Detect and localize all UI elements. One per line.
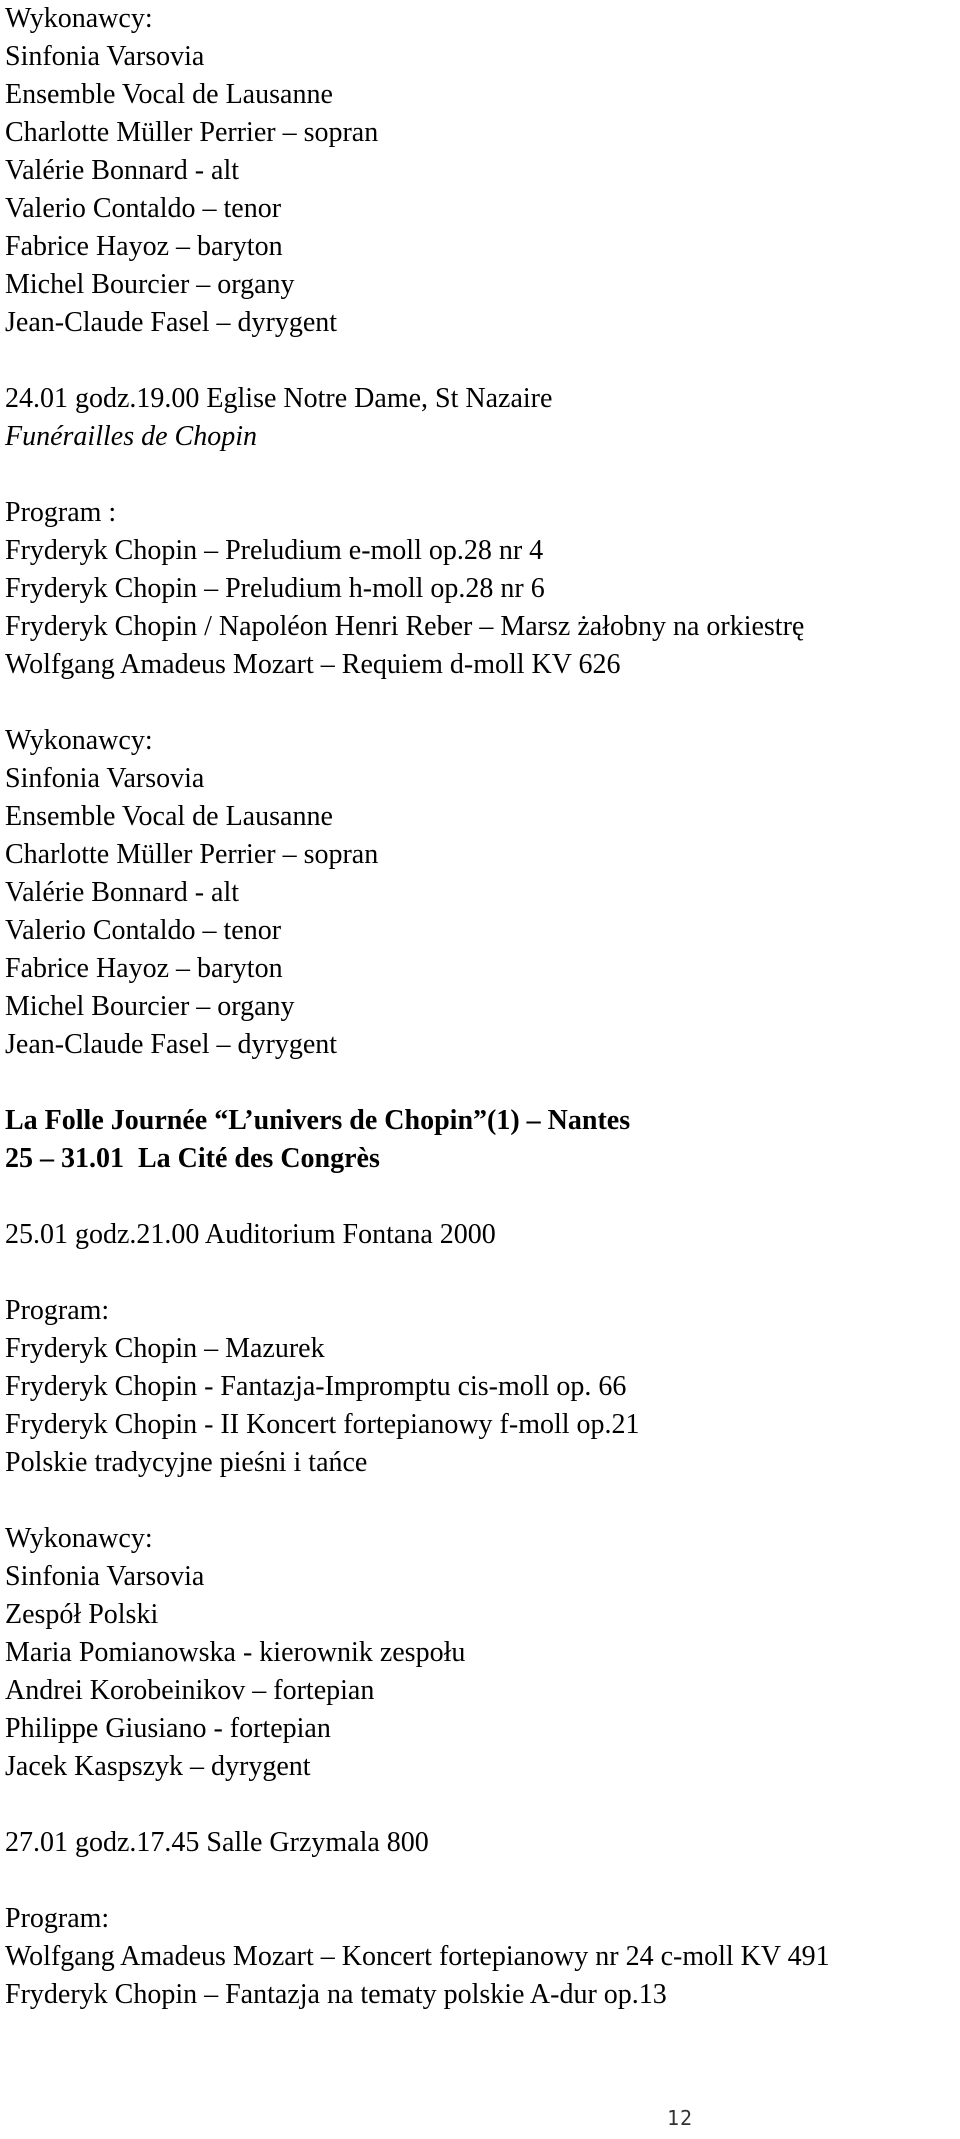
- event-title: Funérailles de Chopin: [5, 421, 257, 452]
- festival-heading: [5, 1102, 955, 1178]
- event-grzymala: [5, 1824, 955, 2014]
- performer-line: Maria Pomianowska - kierownik zespołu: [5, 1637, 466, 1668]
- event-date-place: 24.01 godz.19.00 Eglise Notre Dame, St Nazaire: [5, 383, 553, 414]
- program-item: Fryderyk Chopin - II Koncert fortepianowy f-moll op.21: [5, 1409, 640, 1440]
- performer-line: Michel Bourcier – organy: [5, 269, 295, 300]
- performer-line: Philippe Giusiano - fortepian: [5, 1713, 331, 1744]
- performer-line: Sinfonia Varsovia: [5, 41, 205, 72]
- performer-line: Valérie Bonnard - alt: [5, 877, 240, 908]
- program-heading: Program:: [5, 1903, 110, 1934]
- performer-line: Sinfonia Varsovia: [5, 763, 205, 794]
- program-heading: Program :: [5, 497, 117, 528]
- spacer: [5, 456, 955, 494]
- program-item: Fryderyk Chopin - Fantazja-Impromptu cis-moll op. 66: [5, 1371, 627, 1402]
- program-item: Fryderyk Chopin – Fantazja na tematy polskie A-dur op.13: [5, 1979, 667, 2010]
- program-item: Wolfgang Amadeus Mozart – Koncert fortepianowy nr 24 c-moll KV 491: [5, 1941, 830, 1972]
- event-st-nazaire: [5, 380, 955, 1064]
- festival-dates-venue: 25 – 31.01 La Cité des Congrès: [5, 1143, 380, 1174]
- performer-line: Jacek Kaspszyk – dyrygent: [5, 1751, 311, 1782]
- program-item: Fryderyk Chopin – Preludium e-moll op.28 nr 4: [5, 535, 544, 566]
- performer-line: Jean-Claude Fasel – dyrygent: [5, 1029, 338, 1060]
- performer-line: Valerio Contaldo – tenor: [5, 915, 282, 946]
- performers-section-1: [5, 0, 955, 342]
- performer-line: Zespół Polski: [5, 1599, 159, 1630]
- performer-line: Ensemble Vocal de Lausanne: [5, 801, 333, 832]
- performers-heading: Wykonawcy:: [5, 725, 153, 756]
- performer-line: Jean-Claude Fasel – dyrygent: [5, 307, 338, 338]
- spacer: [5, 1482, 955, 1520]
- performer-line: Michel Bourcier – organy: [5, 991, 295, 1022]
- spacer: [5, 684, 955, 722]
- performer-line: Charlotte Müller Perrier – sopran: [5, 117, 379, 148]
- program-heading: Program:: [5, 1295, 110, 1326]
- performer-line: Fabrice Hayoz – baryton: [5, 953, 283, 984]
- performer-line: Fabrice Hayoz – baryton: [5, 231, 283, 262]
- spacer: [5, 1254, 955, 1292]
- performer-line: Valerio Contaldo – tenor: [5, 193, 282, 224]
- page-number: 12: [667, 2106, 694, 2130]
- program-item: Fryderyk Chopin – Preludium h-moll op.28 nr 6: [5, 573, 545, 604]
- program-item: Wolfgang Amadeus Mozart – Requiem d-moll KV 626: [5, 649, 621, 680]
- performer-line: Charlotte Müller Perrier – sopran: [5, 839, 379, 870]
- document-page: [5, 0, 955, 2014]
- spacer: [5, 1178, 955, 1216]
- performer-line: Ensemble Vocal de Lausanne: [5, 79, 333, 110]
- spacer: [5, 1862, 955, 1900]
- performer-line: Valérie Bonnard - alt: [5, 155, 240, 186]
- spacer: [5, 342, 955, 380]
- performers-heading: Wykonawcy:: [5, 1523, 153, 1554]
- performers-heading: Wykonawcy:: [5, 3, 153, 34]
- program-item: Fryderyk Chopin / Napoléon Henri Reber – Marsz żałobny na orkiestrę: [5, 611, 805, 642]
- event-date-place: 25.01 godz.21.00 Auditorium Fontana 2000: [5, 1219, 496, 1250]
- festival-title: La Folle Journée “L’univers de Chopin”(1) – Nantes: [5, 1105, 631, 1136]
- spacer: [5, 1786, 955, 1824]
- program-item: Polskie tradycyjne pieśni i tańce: [5, 1447, 368, 1478]
- performer-line: Andrei Korobeinikov – fortepian: [5, 1675, 375, 1706]
- event-date-place: 27.01 godz.17.45 Salle Grzymala 800: [5, 1827, 429, 1858]
- event-fontana: [5, 1216, 955, 1786]
- spacer: [5, 1064, 955, 1102]
- program-item: Fryderyk Chopin – Mazurek: [5, 1333, 325, 1364]
- performer-line: Sinfonia Varsovia: [5, 1561, 205, 1592]
